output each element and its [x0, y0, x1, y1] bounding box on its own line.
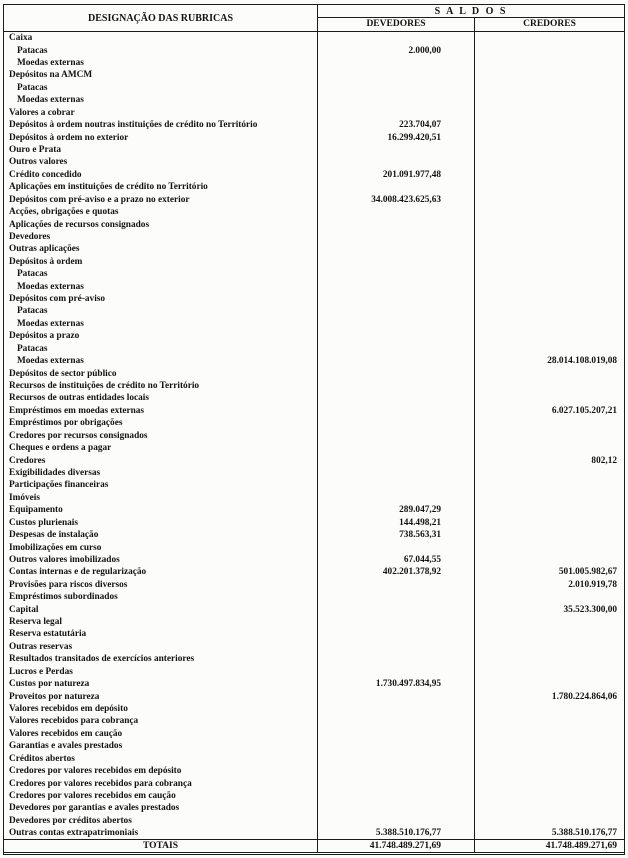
- rubrica-label: Credores por recursos consignados: [4, 430, 318, 442]
- credores-value: [474, 268, 624, 280]
- saldos-header: S A L D O S: [318, 5, 624, 18]
- credores-value: 35.523.300,00: [474, 603, 624, 615]
- credores-value: [474, 32, 624, 44]
- credores-header: CREDORES: [474, 18, 624, 31]
- rubrica-label: Patacas: [4, 305, 318, 317]
- credores-value: [474, 752, 624, 764]
- devedores-value: [318, 442, 474, 454]
- rubrica-label: Exigibilidades diversas: [4, 467, 318, 479]
- rubrica-label: Valores a cobrar: [4, 107, 318, 119]
- credores-value: [474, 293, 624, 305]
- devedores-value: [318, 405, 474, 417]
- devedores-value: [318, 94, 474, 106]
- rubrica-label: Devedores por garantias e avales prestados: [4, 802, 318, 814]
- saldos-table: [3, 4, 625, 855]
- credores-value: [474, 69, 624, 81]
- credores-value: [474, 169, 624, 181]
- credores-value: 6.027.105.207,21: [474, 405, 624, 417]
- table-row: [4, 82, 624, 94]
- credores-value: [474, 82, 624, 94]
- devedores-value: [318, 206, 474, 218]
- devedores-value: [318, 355, 474, 367]
- table-row: [4, 529, 624, 541]
- credores-value: [474, 380, 624, 392]
- devedores-value: [318, 367, 474, 379]
- devedores-value: 2.000,00: [408, 45, 441, 56]
- credores-value: [474, 343, 624, 355]
- credores-value: [474, 616, 624, 628]
- rubrica-label: Aplicações de recursos consignados: [4, 218, 318, 230]
- devedores-value: [318, 82, 474, 94]
- devedores-value: [318, 181, 474, 193]
- devedores-value: [318, 330, 474, 342]
- table-row: [4, 666, 624, 678]
- credores-value: [474, 392, 624, 404]
- credores-value: 5.388.510.176,77: [474, 827, 624, 839]
- rubrica-label: Valores recebidos para cobrança: [4, 715, 318, 727]
- credores-value: 802,12: [474, 454, 624, 466]
- table-row: [4, 479, 624, 491]
- devedores-value: [318, 802, 474, 814]
- table-row: [4, 591, 624, 603]
- credores-value: [474, 256, 624, 268]
- table-row: [4, 554, 624, 566]
- devedores-value: [318, 417, 474, 429]
- rubrica-label: Garantias e avales prestados: [4, 740, 318, 752]
- table-row: [4, 790, 624, 802]
- devedores-value: [318, 392, 474, 404]
- rubrica-label: Cheques e ordens a pagar: [4, 442, 318, 454]
- devedores-value: [318, 541, 474, 553]
- rubrica-label: Credores por valores recebidos em caução: [4, 790, 318, 802]
- devedores-value: [318, 293, 474, 305]
- rubrica-label: Imobilizações em curso: [4, 541, 318, 553]
- table-row: [4, 32, 624, 44]
- credores-value: [474, 740, 624, 752]
- devedores-value: [318, 616, 474, 628]
- credores-value: [474, 181, 624, 193]
- devedores-value: [318, 256, 474, 268]
- credores-value: [474, 231, 624, 243]
- table-row: [4, 827, 624, 839]
- devedores-value: [318, 752, 474, 764]
- credores-value: [474, 193, 624, 205]
- credores-value: [474, 703, 624, 715]
- rubrica-label: Patacas: [4, 44, 318, 56]
- table-row: [4, 628, 624, 640]
- table-row: [4, 318, 624, 330]
- rubrica-label: Moedas externas: [4, 355, 318, 367]
- credores-value: [474, 144, 624, 156]
- table-row: [4, 579, 624, 591]
- table-row: [4, 690, 624, 702]
- credores-value: [474, 492, 624, 504]
- credores-value: [474, 107, 624, 119]
- rubrica-label: Outros valores imobilizados: [4, 554, 318, 566]
- credores-value: [474, 206, 624, 218]
- table-row: [4, 504, 624, 516]
- credores-value: [474, 628, 624, 640]
- table-row: [4, 392, 624, 404]
- devedores-value: [318, 156, 474, 168]
- rubrica-label: Depósitos à ordem: [4, 256, 318, 268]
- rubrica-label: Ouro e Prata: [4, 144, 318, 156]
- devedores-value: [318, 653, 474, 665]
- rubrica-label: Empréstimos subordinados: [4, 591, 318, 603]
- devedores-value: 402.201.378,92: [382, 567, 441, 578]
- rubrica-label: Custos por natureza: [4, 678, 318, 690]
- credores-value: 28.014.108.019,08: [474, 355, 624, 367]
- devedores-value: [318, 243, 474, 255]
- table-row: [4, 616, 624, 628]
- saldos-subheaders: [318, 18, 624, 31]
- devedores-value: [318, 268, 474, 280]
- rubrica-label: Depósitos à ordem no exterior: [4, 131, 318, 143]
- rubrica-label: Valores recebidos em caução: [4, 728, 318, 740]
- table-row: [4, 343, 624, 355]
- rubrica-label: Depósitos de sector público: [4, 367, 318, 379]
- table-row: [4, 802, 624, 814]
- credores-value: [474, 815, 624, 827]
- table-row: [4, 417, 624, 429]
- rubrica-label: Outras aplicações: [4, 243, 318, 255]
- table-row: [4, 728, 624, 740]
- devedores-value: 34.008.423.625,63: [371, 194, 441, 205]
- table-row: [4, 380, 624, 392]
- rubrica-label: Provisões para riscos diversos: [4, 579, 318, 591]
- table-row: [4, 467, 624, 479]
- table-row: [4, 69, 624, 81]
- credores-value: [474, 653, 624, 665]
- credores-value: [474, 516, 624, 528]
- devedores-value: [318, 454, 474, 466]
- totals-row: [4, 839, 624, 853]
- rubrica-label: Outras reservas: [4, 641, 318, 653]
- devedores-value: [318, 641, 474, 653]
- devedores-value: [318, 740, 474, 752]
- credores-value: [474, 479, 624, 491]
- table-row: [4, 752, 624, 764]
- devedores-value: 144.498,21: [399, 517, 441, 528]
- table-row: [4, 678, 624, 690]
- table-row: [4, 206, 624, 218]
- credores-value: [474, 318, 624, 330]
- table-row: [4, 57, 624, 69]
- table-header: [4, 5, 624, 32]
- devedores-value: 201.091.977,48: [382, 169, 441, 180]
- credores-value: [474, 541, 624, 553]
- devedores-value: [318, 57, 474, 69]
- rubrica-label: Empréstimos por obrigações: [4, 417, 318, 429]
- table-row: [4, 231, 624, 243]
- devedores-value: [318, 790, 474, 802]
- rubrica-label: Devedores por créditos abertos: [4, 815, 318, 827]
- devedores-value: [318, 467, 474, 479]
- rubrica-label: Acções, obrigações e quotas: [4, 206, 318, 218]
- credores-value: 1.780.224.864,06: [474, 690, 624, 702]
- table-row: [4, 305, 624, 317]
- table-row: [4, 181, 624, 193]
- rubrica-label: Recursos de outras entidades locais: [4, 392, 318, 404]
- devedores-value: 1.730.497.834,95: [375, 679, 441, 690]
- credores-value: [474, 417, 624, 429]
- devedores-value: [318, 815, 474, 827]
- saldos-header-group: [318, 5, 624, 31]
- credores-value: [474, 678, 624, 690]
- devedores-value: [318, 144, 474, 156]
- credores-value: [474, 666, 624, 678]
- devedores-value: [318, 690, 474, 702]
- devedores-value: 289.047,29: [399, 505, 441, 516]
- rubrica-label: Custos plurienais: [4, 516, 318, 528]
- credores-value: [474, 467, 624, 479]
- credores-value: [474, 790, 624, 802]
- rubrica-label: Credores por valores recebidos para cobrança: [4, 777, 318, 789]
- credores-value: [474, 305, 624, 317]
- table-row: [4, 156, 624, 168]
- table-row: [4, 740, 624, 752]
- devedores-value: [318, 728, 474, 740]
- credores-value: 501.005.982,67: [474, 566, 624, 578]
- table-row: [4, 119, 624, 131]
- table-row: [4, 330, 624, 342]
- totals-devedores-value: 41.748.489.271,69: [369, 841, 441, 851]
- credores-value: [474, 504, 624, 516]
- credores-value: [474, 280, 624, 292]
- devedores-value: 67.044,55: [403, 554, 441, 565]
- credores-value: [474, 119, 624, 131]
- credores-value: [474, 156, 624, 168]
- rubrica-label: Aplicações em instituições de crédito no Território: [4, 181, 318, 193]
- devedores-header: DEVEDORES: [366, 19, 426, 29]
- rubrica-label: Reserva estatutária: [4, 628, 318, 640]
- totals-credores-value: 41.748.489.271,69: [474, 840, 624, 852]
- rubrica-label: Credores por valores recebidos em depósito: [4, 765, 318, 777]
- rubrica-label: Resultados transitados de exercícios anteriores: [4, 653, 318, 665]
- table-row: [4, 355, 624, 367]
- table-row: [4, 430, 624, 442]
- rubrica-label: Depósitos na AMCM: [4, 69, 318, 81]
- devedores-value: [318, 666, 474, 678]
- devedores-value: [318, 380, 474, 392]
- table-row: [4, 218, 624, 230]
- table-row: [4, 641, 624, 653]
- credores-value: [474, 243, 624, 255]
- rubrica-label: Reserva legal: [4, 616, 318, 628]
- rubrica-label: Contas internas e de regularização: [4, 566, 318, 578]
- table-row: [4, 442, 624, 454]
- rubrica-label: Lucros e Perdas: [4, 666, 318, 678]
- devedores-value: [318, 32, 474, 44]
- rubrica-label: Outras contas extrapatrimoniais: [4, 827, 318, 839]
- table-row: [4, 566, 624, 578]
- devedores-value: [318, 430, 474, 442]
- devedores-value: 16.299.420,51: [387, 132, 441, 143]
- table-row: [4, 256, 624, 268]
- rubrica-label: Proveitos por natureza: [4, 690, 318, 702]
- rubrica-label: Imóveis: [4, 492, 318, 504]
- devedores-value: [318, 280, 474, 292]
- table-row: [4, 94, 624, 106]
- rubrica-label: Credores: [4, 454, 318, 466]
- table-row: [4, 815, 624, 827]
- devedores-value: [318, 479, 474, 491]
- credores-value: [474, 218, 624, 230]
- devedores-value: [318, 579, 474, 591]
- table-body: [4, 32, 624, 839]
- rubrica-label: Devedores: [4, 231, 318, 243]
- credores-value: [474, 591, 624, 603]
- table-row: [4, 107, 624, 119]
- credores-value: [474, 44, 624, 56]
- totals-label: TOTAIS: [4, 840, 318, 852]
- devedores-value: [318, 628, 474, 640]
- table-row: [4, 131, 624, 143]
- devedores-value: [318, 69, 474, 81]
- credores-value: [474, 330, 624, 342]
- rubrica-label: Depósitos à ordem noutras instituições de crédito no Território: [4, 119, 318, 131]
- credores-value: [474, 529, 624, 541]
- table-row: [4, 169, 624, 181]
- rubrica-label: Equipamento: [4, 504, 318, 516]
- rubrica-label: Depósitos com pré-aviso: [4, 293, 318, 305]
- credores-value: [474, 641, 624, 653]
- table-row: [4, 715, 624, 727]
- rubrica-label: Valores recebidos em depósito: [4, 703, 318, 715]
- credores-value: [474, 442, 624, 454]
- table-row: [4, 44, 624, 56]
- devedores-value: [318, 343, 474, 355]
- rubrica-label: Capital: [4, 603, 318, 615]
- devedores-value: [318, 703, 474, 715]
- rubrica-label: Despesas de instalação: [4, 529, 318, 541]
- table-row: [4, 653, 624, 665]
- devedores-value: 5.388.510.176,77: [375, 828, 441, 839]
- table-row: [4, 454, 624, 466]
- credores-value: [474, 777, 624, 789]
- credores-value: [474, 430, 624, 442]
- table-row: [4, 144, 624, 156]
- table-row: [4, 777, 624, 789]
- table-row: [4, 268, 624, 280]
- table-row: [4, 293, 624, 305]
- devedores-value: [318, 603, 474, 615]
- devedores-value: [318, 492, 474, 504]
- devedores-value: [318, 305, 474, 317]
- credores-value: [474, 94, 624, 106]
- rubrica-label: Patacas: [4, 343, 318, 355]
- table-row: [4, 516, 624, 528]
- rubrica-label: Patacas: [4, 268, 318, 280]
- rubrica-label: Moedas externas: [4, 318, 318, 330]
- rubrica-label: Depósitos a prazo: [4, 330, 318, 342]
- devedores-value: 223.704,07: [399, 120, 441, 131]
- rubrica-label: Patacas: [4, 82, 318, 94]
- table-row: [4, 405, 624, 417]
- table-row: [4, 367, 624, 379]
- rubrica-label: Moedas externas: [4, 94, 318, 106]
- table-row: [4, 492, 624, 504]
- rubrica-label: Depósitos com pré-aviso e a prazo no exterior: [4, 193, 318, 205]
- credores-value: 2.010.919,78: [474, 579, 624, 591]
- credores-value: [474, 131, 624, 143]
- table-row: [4, 703, 624, 715]
- credores-value: [474, 802, 624, 814]
- table-row: [4, 193, 624, 205]
- devedores-value: [318, 318, 474, 330]
- devedores-value: [318, 231, 474, 243]
- rubrica-label: Empréstimos em moedas externas: [4, 405, 318, 417]
- devedores-value: [318, 591, 474, 603]
- rubrica-label: Moedas externas: [4, 280, 318, 292]
- rubrica-label: Outros valores: [4, 156, 318, 168]
- table-row: [4, 243, 624, 255]
- table-row: [4, 765, 624, 777]
- devedores-value: [318, 218, 474, 230]
- rubrica-label: Participações financeiras: [4, 479, 318, 491]
- credores-value: [474, 367, 624, 379]
- table-row: [4, 603, 624, 615]
- credores-value: [474, 554, 624, 566]
- rubrica-label: Moedas externas: [4, 57, 318, 69]
- credores-value: [474, 728, 624, 740]
- devedores-value: [318, 765, 474, 777]
- rubrica-label: Caixa: [4, 32, 318, 44]
- devedores-value: [318, 715, 474, 727]
- table-row: [4, 541, 624, 553]
- designacao-header: DESIGNAÇÃO DAS RUBRICAS: [4, 5, 318, 31]
- credores-value: [474, 57, 624, 69]
- devedores-value: 738.563,31: [399, 530, 441, 541]
- devedores-value: [318, 777, 474, 789]
- devedores-value: [318, 107, 474, 119]
- rubrica-label: Créditos abertos: [4, 752, 318, 764]
- credores-value: [474, 715, 624, 727]
- table-row: [4, 280, 624, 292]
- rubrica-label: Crédito concedido: [4, 169, 318, 181]
- rubrica-label: Recursos de instituições de crédito no Território: [4, 380, 318, 392]
- credores-value: [474, 765, 624, 777]
